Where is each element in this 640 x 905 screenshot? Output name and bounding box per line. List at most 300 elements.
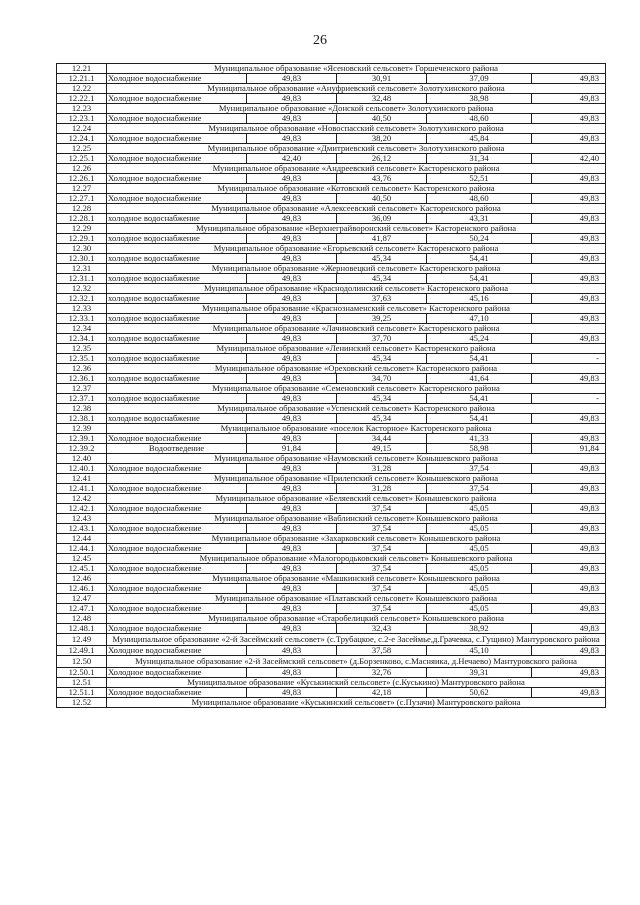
section-heading-row	[57, 534, 606, 544]
municipality-heading: Муниципальное образование «Краснодолинский сельсовет» Касторенского района	[107, 284, 606, 294]
section-heading-row	[57, 514, 606, 524]
tariff-value-1: 49,83	[247, 484, 337, 494]
tariff-row	[57, 194, 606, 204]
tariff-value-3: 45,05	[427, 564, 532, 574]
row-code: 12.46.1	[57, 584, 107, 594]
tariff-value-1: 49,83	[247, 174, 337, 184]
tariff-value-2: 36,09	[337, 214, 427, 224]
tariff-value-3: 52,51	[427, 174, 532, 184]
tariff-value-3: 45,10	[427, 646, 532, 656]
tariff-row	[57, 504, 606, 514]
tariff-value-2: 45,34	[337, 274, 427, 284]
tariff-value-3: 37,54	[427, 484, 532, 494]
tariff-value-3: 45,05	[427, 524, 532, 534]
section-heading-row	[57, 344, 606, 354]
tariff-value-1: 49,83	[247, 564, 337, 574]
row-code: 12.40.1	[57, 464, 107, 474]
municipality-heading: Муниципальное образование «Захарковский сельсовет» Конышевского района	[107, 534, 606, 544]
municipality-heading: Муниципальное образование «Куськинский сельсовет» (с.Пузачи) Мантуровского района	[107, 698, 606, 708]
municipality-heading: Муниципальное образование «Куськинский сельсовет» (с.Куськино) Мантуровского района	[107, 678, 606, 688]
tariff-value-3: 54,41	[427, 394, 532, 404]
section-heading-row	[57, 244, 606, 254]
row-code: 12.42.1	[57, 504, 107, 514]
tariff-row	[57, 646, 606, 656]
row-code: 12.41.1	[57, 484, 107, 494]
tariff-value-1: 49,83	[247, 688, 337, 698]
section-heading-row	[57, 634, 606, 646]
tariff-value-2: 45,34	[337, 414, 427, 424]
service-name: Холодное водоснабжение	[107, 688, 247, 698]
tariff-row	[57, 444, 606, 454]
tariff-value-1: 49,83	[247, 464, 337, 474]
section-heading-row	[57, 364, 606, 374]
section-heading-row	[57, 224, 606, 234]
tariff-value-4: 49,83	[532, 646, 606, 656]
row-code: 12.21.1	[57, 74, 107, 84]
row-code: 12.36.1	[57, 374, 107, 384]
service-name: Холодное водоснабжение	[107, 194, 247, 204]
tariff-value-3: 48,60	[427, 114, 532, 124]
row-code: 12.39.2	[57, 444, 107, 454]
service-name: Холодное водоснабжение	[107, 154, 247, 164]
tariff-value-2: 45,34	[337, 254, 427, 264]
row-code: 12.50.1	[57, 668, 107, 678]
tariff-value-4: 49,83	[532, 604, 606, 614]
service-name: Холодное водоснабжение	[107, 668, 247, 678]
tariff-value-3: 54,41	[427, 414, 532, 424]
tariff-row	[57, 254, 606, 264]
row-code: 12.27.1	[57, 194, 107, 204]
tariff-value-2: 37,54	[337, 584, 427, 594]
tariff-row	[57, 314, 606, 324]
municipality-heading: Муниципальное образование «Малогородьковский сельсовет» Конышевского района	[107, 554, 606, 564]
row-code: 12.45.1	[57, 564, 107, 574]
tariff-value-4: 49,83	[532, 174, 606, 184]
municipality-heading: Муниципальное образование «Котовский сельсовет» Касторенского района	[107, 184, 606, 194]
row-code: 12.39.1	[57, 434, 107, 444]
section-heading-row	[57, 284, 606, 294]
tariff-row	[57, 94, 606, 104]
row-code: 12.48	[57, 614, 107, 624]
tariff-value-2: 31,28	[337, 484, 427, 494]
tariff-value-4: 49,83	[532, 544, 606, 554]
tariff-value-4: 49,83	[532, 134, 606, 144]
section-heading-row	[57, 64, 606, 74]
tariff-value-2: 45,34	[337, 394, 427, 404]
tariff-value-3: 48,60	[427, 194, 532, 204]
row-code: 12.26	[57, 164, 107, 174]
service-name: холодное водоснабжение	[107, 214, 247, 224]
row-code: 12.40	[57, 454, 107, 464]
tariff-value-3: 43,31	[427, 214, 532, 224]
tariff-row	[57, 484, 606, 494]
service-name: Холодное водоснабжение	[107, 524, 247, 534]
tariff-value-3: 54,41	[427, 354, 532, 364]
section-heading-row	[57, 144, 606, 154]
service-name: Холодное водоснабжение	[107, 646, 247, 656]
row-code: 12.43	[57, 514, 107, 524]
tariff-value-3: 58,98	[427, 444, 532, 454]
tariff-row	[57, 354, 606, 364]
tariff-value-1: 49,83	[247, 646, 337, 656]
service-name: Холодное водоснабжение	[107, 484, 247, 494]
service-name: Холодное водоснабжение	[107, 94, 247, 104]
tariff-row	[57, 434, 606, 444]
section-heading-row	[57, 678, 606, 688]
municipality-heading: Муниципальное образование «поселок Касторное» Касторенского района	[107, 424, 606, 434]
tariff-value-2: 37,70	[337, 334, 427, 344]
tariff-value-1: 49,83	[247, 584, 337, 594]
tariff-value-3: 37,09	[427, 74, 532, 84]
service-name: Холодное водоснабжение	[107, 174, 247, 184]
section-heading-row	[57, 264, 606, 274]
tariff-value-2: 32,48	[337, 94, 427, 104]
tariff-value-4: 49,83	[532, 434, 606, 444]
tariff-row	[57, 394, 606, 404]
tariff-row	[57, 174, 606, 184]
municipality-heading: Муниципальное образование «Жерновецкий сельсовет» Касторенского района	[107, 264, 606, 274]
municipality-heading: Муниципальное образование «Ленинский сельсовет» Касторенского района	[107, 344, 606, 354]
row-code: 12.32.1	[57, 294, 107, 304]
tariff-value-2: 40,50	[337, 114, 427, 124]
municipality-heading: Муниципальное образование «Ваблинский сельсовет» Конышевского района	[107, 514, 606, 524]
tariff-value-1: 49,83	[247, 354, 337, 364]
tariff-row	[57, 604, 606, 614]
section-heading-row	[57, 384, 606, 394]
row-code: 12.35.1	[57, 354, 107, 364]
tariff-value-2: 37,63	[337, 294, 427, 304]
tariff-value-3: 45,84	[427, 134, 532, 144]
tariff-value-2: 37,58	[337, 646, 427, 656]
row-code: 12.44	[57, 534, 107, 544]
municipality-heading: Муниципальное образование «Андреевский сельсовет» Касторенского района	[107, 164, 606, 174]
tariff-value-2: 49,15	[337, 444, 427, 454]
tariff-row	[57, 74, 606, 84]
tariff-value-3: 39,31	[427, 668, 532, 678]
tariff-value-3: 45,05	[427, 604, 532, 614]
tariff-value-3: 54,41	[427, 254, 532, 264]
tariff-value-4: 49,83	[532, 214, 606, 224]
tariff-value-2: 45,34	[337, 354, 427, 364]
tariff-value-2: 37,54	[337, 564, 427, 574]
tariff-value-3: 45,24	[427, 334, 532, 344]
row-code: 12.46	[57, 574, 107, 584]
service-name: холодное водоснабжение	[107, 274, 247, 284]
tariff-table	[56, 63, 606, 708]
tariff-value-4: 49,83	[532, 234, 606, 244]
tariff-value-1: 49,83	[247, 374, 337, 384]
row-code: 12.25	[57, 144, 107, 154]
tariff-row	[57, 414, 606, 424]
service-name: Холодное водоснабжение	[107, 624, 247, 634]
tariff-value-3: 45,16	[427, 294, 532, 304]
tariff-value-2: 37,54	[337, 524, 427, 534]
section-heading-row	[57, 698, 606, 708]
tariff-value-3: 50,24	[427, 234, 532, 244]
tariff-value-4: 49,83	[532, 334, 606, 344]
tariff-value-3: 38,98	[427, 94, 532, 104]
municipality-heading: Муниципальное образование «Лачиновский сельсовет» Касторенского района	[107, 324, 606, 334]
row-code: 12.33.1	[57, 314, 107, 324]
tariff-value-3: 45,05	[427, 544, 532, 554]
service-name: Холодное водоснабжение	[107, 544, 247, 554]
row-code: 12.44.1	[57, 544, 107, 554]
section-heading-row	[57, 124, 606, 134]
row-code: 12.30.1	[57, 254, 107, 264]
tariff-value-1: 49,83	[247, 114, 337, 124]
section-heading-row	[57, 474, 606, 484]
tariff-value-1: 49,83	[247, 94, 337, 104]
row-code: 12.24	[57, 124, 107, 134]
tariff-value-3: 41,33	[427, 434, 532, 444]
municipality-heading: Муниципальное образование «Краснознаменский сельсовет» Касторенского района	[107, 304, 606, 314]
tariff-value-2: 30,91	[337, 74, 427, 84]
row-code: 12.31	[57, 264, 107, 274]
tariff-value-2: 37,54	[337, 504, 427, 514]
section-heading-row	[57, 614, 606, 624]
row-code: 12.52	[57, 698, 107, 708]
tariff-value-1: 49,83	[247, 234, 337, 244]
tariff-value-4: 49,83	[532, 564, 606, 574]
tariff-row	[57, 688, 606, 698]
service-name: Холодное водоснабжение	[107, 504, 247, 514]
municipality-heading: Муниципальное образование «Платавский сельсовет» Конышевского района	[107, 594, 606, 604]
service-name: Холодное водоснабжение	[107, 134, 247, 144]
municipality-heading: Муниципальное образование «Старобелицкий сельсовет» Конышевского района	[107, 614, 606, 624]
tariff-row	[57, 464, 606, 474]
tariff-value-1: 49,83	[247, 668, 337, 678]
tariff-value-4: 49,83	[532, 624, 606, 634]
tariff-value-4: 49,83	[532, 74, 606, 84]
tariff-value-1: 49,83	[247, 504, 337, 514]
tariff-value-4: 42,40	[532, 154, 606, 164]
tariff-value-4: 49,83	[532, 374, 606, 384]
tariff-row	[57, 294, 606, 304]
tariff-value-4: 49,83	[532, 294, 606, 304]
tariff-value-2: 40,50	[337, 194, 427, 204]
tariff-value-1: 49,83	[247, 544, 337, 554]
row-code: 12.34	[57, 324, 107, 334]
municipality-heading: Муниципальное образование «Беляевский сельсовет» Конышевского района	[107, 494, 606, 504]
municipality-heading: Муниципальное образование «Егорьевский сельсовет» Касторенского района	[107, 244, 606, 254]
tariff-row	[57, 154, 606, 164]
tariff-value-3: 45,05	[427, 584, 532, 594]
tariff-value-1: 49,83	[247, 524, 337, 534]
row-code: 12.29.1	[57, 234, 107, 244]
section-heading-row	[57, 204, 606, 214]
row-code: 12.50	[57, 656, 107, 668]
tariff-value-3: 31,34	[427, 154, 532, 164]
tariff-value-4: 49,83	[532, 94, 606, 104]
tariff-value-3: 38,92	[427, 624, 532, 634]
tariff-value-3: 47,10	[427, 314, 532, 324]
section-heading-row	[57, 324, 606, 334]
municipality-heading: Муниципальное образование «2-й Засеймский сельсовет» (с.Трубацкое, с.2-е Засеймье,д.Грачевка, с.Гущино) Мантуровского района	[107, 634, 606, 646]
row-code: 12.39	[57, 424, 107, 434]
service-name: Холодное водоснабжение	[107, 434, 247, 444]
section-heading-row	[57, 574, 606, 584]
row-code: 12.51	[57, 678, 107, 688]
municipality-heading: Муниципальное образование «Верхнеграйворонский сельсовет» Касторенского района	[107, 224, 606, 234]
tariff-value-1: 49,83	[247, 334, 337, 344]
tariff-row	[57, 544, 606, 554]
tariff-value-4: 49,83	[532, 484, 606, 494]
row-code: 12.33	[57, 304, 107, 314]
tariff-value-1: 42,40	[247, 154, 337, 164]
tariff-value-1: 49,83	[247, 134, 337, 144]
municipality-heading: Муниципальное образование «Прилепский сельсовет» Конышевского района	[107, 474, 606, 484]
service-name: холодное водоснабжение	[107, 414, 247, 424]
service-name: Холодное водоснабжение	[107, 564, 247, 574]
row-code: 12.28	[57, 204, 107, 214]
row-code: 12.49	[57, 634, 107, 646]
tariff-row	[57, 134, 606, 144]
tariff-value-2: 32,76	[337, 668, 427, 678]
row-code: 12.35	[57, 344, 107, 354]
row-code: 12.23.1	[57, 114, 107, 124]
row-code: 12.23	[57, 104, 107, 114]
tariff-value-1: 91,84	[247, 444, 337, 454]
service-name: Холодное водоснабжение	[107, 114, 247, 124]
row-code: 12.49.1	[57, 646, 107, 656]
tariff-value-2: 41,87	[337, 234, 427, 244]
section-heading-row	[57, 656, 606, 668]
service-name: холодное водоснабжение	[107, 394, 247, 404]
row-code: 12.36	[57, 364, 107, 374]
service-name: Холодное водоснабжение	[107, 464, 247, 474]
tariff-value-4: -	[532, 394, 606, 404]
tariff-value-2: 31,28	[337, 464, 427, 474]
tariff-value-1: 49,83	[247, 314, 337, 324]
tariff-value-2: 37,54	[337, 604, 427, 614]
section-heading-row	[57, 554, 606, 564]
tariff-value-4: 91,84	[532, 444, 606, 454]
section-heading-row	[57, 404, 606, 414]
tariff-row	[57, 214, 606, 224]
tariff-value-2: 34,44	[337, 434, 427, 444]
municipality-heading: Муниципальное образование «Ореховский сельсовет» Касторенского района	[107, 364, 606, 374]
row-code: 12.43.1	[57, 524, 107, 534]
tariff-value-4: 49,83	[532, 504, 606, 514]
tariff-row	[57, 234, 606, 244]
service-name: холодное водоснабжение	[107, 234, 247, 244]
section-heading-row	[57, 304, 606, 314]
municipality-heading: Муниципальное образование «Дмитриевский сельсовет» Золотухинского района	[107, 144, 606, 154]
tariff-value-4: 49,83	[532, 688, 606, 698]
tariff-row	[57, 668, 606, 678]
tariff-value-4: 49,83	[532, 254, 606, 264]
section-heading-row	[57, 184, 606, 194]
row-code: 12.48.1	[57, 624, 107, 634]
tariff-value-2: 37,54	[337, 544, 427, 554]
row-code: 12.42	[57, 494, 107, 504]
tariff-value-3: 54,41	[427, 274, 532, 284]
service-name: холодное водоснабжение	[107, 354, 247, 364]
municipality-heading: Муниципальное образование «Алексеевский сельсовет» Касторенского района	[107, 204, 606, 214]
section-heading-row	[57, 424, 606, 434]
tariff-row	[57, 524, 606, 534]
service-name: холодное водоснабжение	[107, 314, 247, 324]
tariff-value-1: 49,83	[247, 214, 337, 224]
tariff-row	[57, 564, 606, 574]
tariff-value-2: 39,25	[337, 314, 427, 324]
tariff-value-4: 49,83	[532, 314, 606, 324]
tariff-value-1: 49,83	[247, 414, 337, 424]
row-code: 12.32	[57, 284, 107, 294]
tariff-value-1: 49,83	[247, 434, 337, 444]
section-heading-row	[57, 594, 606, 604]
tariff-row	[57, 274, 606, 284]
service-name: холодное водоснабжение	[107, 254, 247, 264]
tariff-value-4: 49,83	[532, 524, 606, 534]
tariff-value-1: 49,83	[247, 74, 337, 84]
page-number: 26	[313, 33, 327, 48]
row-code: 12.38.1	[57, 414, 107, 424]
row-code: 12.21	[57, 64, 107, 74]
municipality-heading: Муниципальное образование «Успенский сельсовет» Касторенского района	[107, 404, 606, 414]
tariff-value-1: 49,83	[247, 254, 337, 264]
tariff-value-1: 49,83	[247, 624, 337, 634]
row-code: 12.22.1	[57, 94, 107, 104]
row-code: 12.45	[57, 554, 107, 564]
tariff-value-2: 43,76	[337, 174, 427, 184]
tariff-row	[57, 114, 606, 124]
tariff-value-2: 38,20	[337, 134, 427, 144]
tariff-value-3: 45,05	[427, 504, 532, 514]
tariff-value-1: 49,83	[247, 274, 337, 284]
row-code: 12.30	[57, 244, 107, 254]
municipality-heading: Муниципальное образование «Новоспасский сельсовет» Золотухинского района	[107, 124, 606, 134]
row-code: 12.41	[57, 474, 107, 484]
tariff-value-1: 49,83	[247, 194, 337, 204]
service-name: холодное водоснабжение	[107, 294, 247, 304]
row-code: 12.25.1	[57, 154, 107, 164]
row-code: 12.37	[57, 384, 107, 394]
section-heading-row	[57, 84, 606, 94]
service-name: Холодное водоснабжение	[107, 604, 247, 614]
tariff-value-2: 42,18	[337, 688, 427, 698]
tariff-row	[57, 334, 606, 344]
tariff-value-4: 49,83	[532, 668, 606, 678]
tariff-value-4: 49,83	[532, 194, 606, 204]
tariff-value-4: 49,83	[532, 464, 606, 474]
row-code: 12.22	[57, 84, 107, 94]
tariff-value-2: 34,70	[337, 374, 427, 384]
municipality-heading: Муниципальное образование «Наумовский сельсовет» Конышевского района	[107, 454, 606, 464]
row-code: 12.34.1	[57, 334, 107, 344]
tariff-value-4: 49,83	[532, 414, 606, 424]
tariff-value-3: 41,64	[427, 374, 532, 384]
tariff-value-4: 49,83	[532, 274, 606, 284]
section-heading-row	[57, 164, 606, 174]
tariff-value-3: 50,62	[427, 688, 532, 698]
tariff-value-1: 49,83	[247, 394, 337, 404]
service-name: холодное водоснабжение	[107, 334, 247, 344]
section-heading-row	[57, 454, 606, 464]
row-code: 12.47.1	[57, 604, 107, 614]
tariff-row	[57, 624, 606, 634]
row-code: 12.37.1	[57, 394, 107, 404]
tariff-value-4: -	[532, 354, 606, 364]
service-name: Водоотведение	[107, 444, 247, 454]
tariff-value-2: 32,43	[337, 624, 427, 634]
section-heading-row	[57, 494, 606, 504]
tariff-table-body	[57, 64, 606, 708]
municipality-heading: Муниципальное образование «Донской сельсовет» Золотухинского района	[107, 104, 606, 114]
row-code: 12.38	[57, 404, 107, 414]
row-code: 12.47	[57, 594, 107, 604]
tariff-value-2: 26,12	[337, 154, 427, 164]
